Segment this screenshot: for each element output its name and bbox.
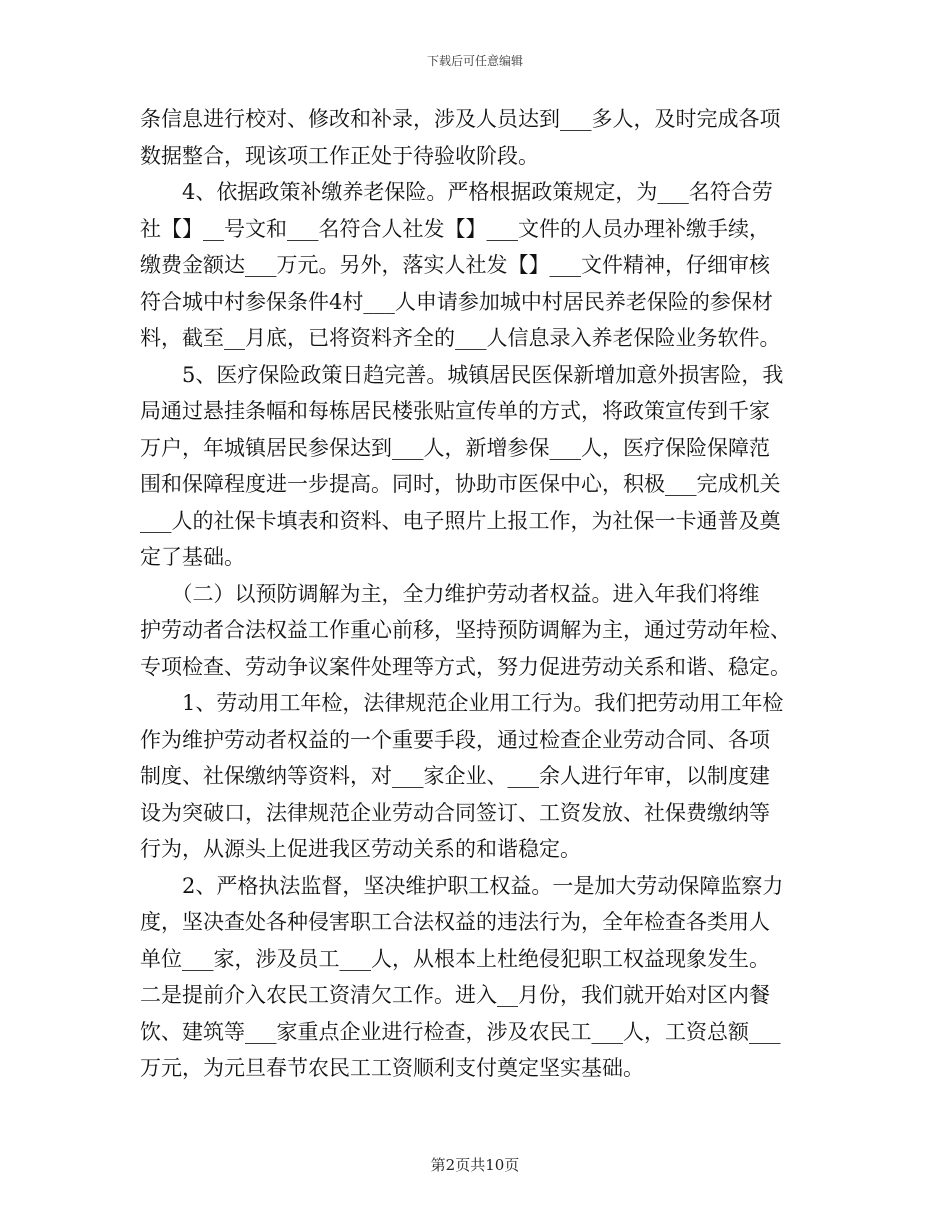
text-line: 度，坚决查处各种侵害职工合法权益的违法行为，全年检查各类用人 [140,910,770,934]
text-line: ___人的社保卡填表和资料、电子照片上报工作，为社保一卡通普及奠 [140,508,781,533]
text-line: 4、依据政策补缴养老保险。严格根据政策规定，为___名符合劳 [140,180,773,204]
text-line: 行为，从源头上促进我区劳动关系的和谐稳定。 [140,837,581,861]
text-line: 围和保障程度进一步提高。同时，协助市医保中心，积极___完成机关 [140,472,781,496]
text-line: （二）以预防调解为主，全力维护劳动者权益。进入年我们将维 [140,581,760,606]
text-line: 5、医疗保险政策日趋完善。城镇居民医保新增加意外损害险，我 [140,362,784,387]
text-line: 制度、社保缴纳等资料，对___家企业、___余人进行年审，以制度建 [140,764,770,788]
text-line: 作为维护劳动者权益的一个重要手段，通过检查企业劳动合同、各项 [140,727,770,752]
text-line: 1、劳动用工年检，法律规范企业用工行为。我们把劳动用工年检 [140,691,784,715]
text-line: 缴费金额达___万元。另外，落实人社发【】___文件精神，仔细审核 [140,253,770,277]
text-line: 局通过悬挂条幅和每栋居民楼张贴宣传单的方式，将政策宣传到千家 [140,399,770,423]
text-line: 专项检查、劳动争议案件处理等方式，努力促进劳动关系和谐、稳定。 [140,654,791,679]
text-line: 护劳动者合法权益工作重心前移，坚持预防调解为主，通过劳动年检、 [140,618,791,642]
text-line: 社【】__号文和___名符合人社发【】___文件的人员办理补缴手续， [140,216,770,241]
text-line: 符合城中村参保条件4村___人申请参加城中村居民养老保险的参保材 [140,289,773,314]
text-line: 万元，为元旦春节农民工工资顺利支付奠定坚实基础。 [140,1056,644,1080]
text-line: 条信息进行校对、修改和补录，涉及人员达到___多人，及时完成各项 [140,107,781,131]
text-line: 饮、建筑等___家重点企业进行检查，涉及农民工___人，工资总额___ [140,1019,781,1044]
text-line: 数据整合，现该项工作正处于待验收阶段。 [140,143,539,168]
text-line: 定了基础。 [140,545,245,569]
text-line: 二是提前介入农民工资清欠工作。进入__月份，我们就开始对区内餐 [140,983,770,1007]
text-line: 2、严格执法监督，坚决维护职工权益。一是加大劳动保障监察力 [140,873,784,898]
document-body [140,101,812,1087]
text-line: 料，截至__月底，已将资料齐全的___人信息录入养老保险业务软件。 [140,326,781,350]
text-line: 万户，年城镇居民参保达到___人，新增参保___人，医疗保险保障范 [140,435,770,460]
text-line: 单位___家，涉及员工___人，从根本上杜绝侵犯职工权益现象发生。 [140,946,770,971]
page-footer: 第2页共10页 [430,1156,520,1174]
text-line: 设为突破口，法律规范企业劳动合同签订、工资发放、社保费缴纳等 [140,800,770,825]
page-header: 下载后可任意编辑 [426,54,523,68]
